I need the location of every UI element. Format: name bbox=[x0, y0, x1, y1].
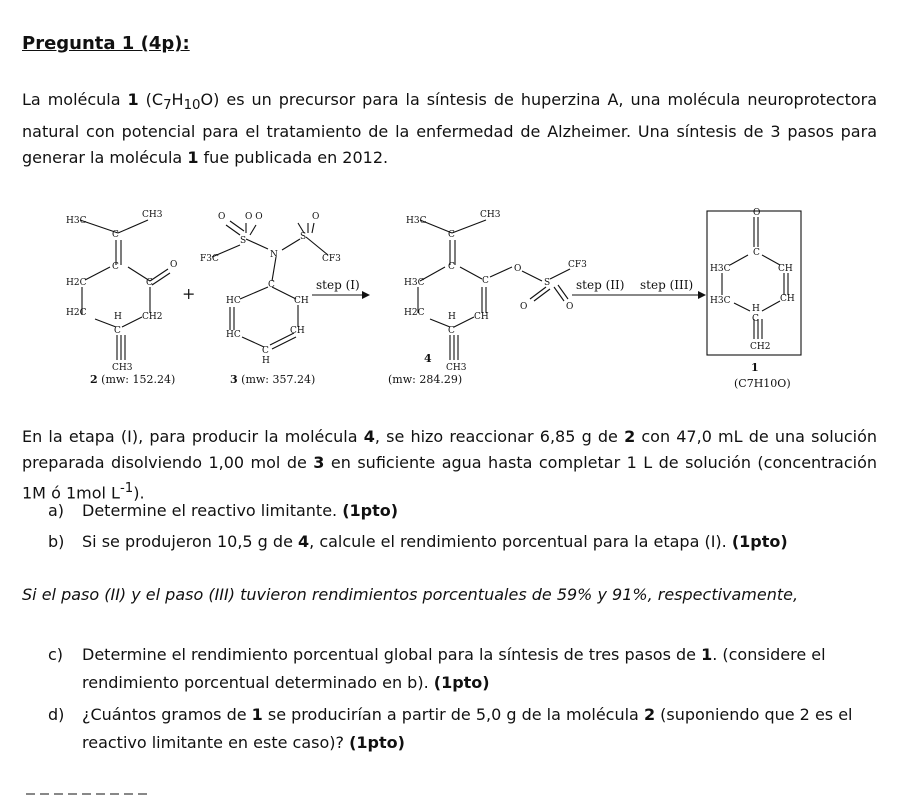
mol4-caption: (mw: 284.29) bbox=[388, 373, 463, 386]
svg-text:H: H bbox=[448, 312, 456, 322]
question-d: d) ¿Cuántos gramos de 1 se producirían a partir de 5,0 g de la molécula 2 (suponiendo que 2 es el reactivo limitante en este caso)? (1pto) bbox=[48, 705, 853, 752]
svg-text:H3C: H3C bbox=[710, 264, 731, 274]
svg-text:O: O bbox=[218, 212, 226, 222]
svg-text:CF3: CF3 bbox=[568, 260, 587, 270]
mol2-ch3: CH3 bbox=[142, 210, 163, 220]
svg-text:H2C: H2C bbox=[404, 308, 425, 318]
svg-text:CH: CH bbox=[780, 294, 795, 304]
svg-text:CH3: CH3 bbox=[446, 363, 467, 373]
svg-text:C: C bbox=[448, 326, 455, 336]
svg-text:H3C: H3C bbox=[404, 278, 425, 288]
svg-text:CH3: CH3 bbox=[112, 363, 133, 373]
intro-paragraph: La molécula 1 $(C_7H_{10}O)$ es un precursor para la síntesis de huperzina A, una molécula neuroprotectora natural con potencial para el tratamiento de la enfermedad de Alzheimer. Una síntesis de 3 pasos para generar la molécula 1 fue publicada en 2012. bbox=[22, 90, 878, 168]
reaction-scheme bbox=[50, 195, 830, 410]
problem-paragraph: En la etapa (I), para producir la molécula 4, se hizo reaccionar 6,85 g de 2 con 47,0 mL de una solución preparada disolviendo 1,00 mol de 3 en suficiente agua hasta completar 1 L de solución (concentración 1M ó 1mol $L^{-1}$). bbox=[22, 427, 878, 503]
svg-text:C: C bbox=[448, 230, 455, 240]
svg-text:S: S bbox=[300, 232, 307, 242]
svg-text:H: H bbox=[114, 312, 122, 322]
question-b: b) Si se produjeron 10,5 g de 4, calcule el rendimiento porcentual para la etapa (I). (1pto) bbox=[48, 532, 788, 551]
question-c: c) Determine el rendimiento porcentual global para la síntesis de tres pasos de 1. (considere el rendimiento porcentual determinado en b). (1pto) bbox=[48, 645, 826, 692]
step-1-label: step (I) bbox=[316, 278, 360, 292]
svg-text:HC: HC bbox=[226, 330, 241, 340]
italic-statement: Si el paso (II) y el paso (III) tuvieron rendimientos porcentuales de 59% y 91%, respectivamente, bbox=[22, 585, 799, 604]
svg-text:O: O bbox=[170, 260, 178, 270]
cut-off-text bbox=[26, 780, 166, 784]
svg-text:C: C bbox=[752, 314, 759, 324]
svg-text:CH: CH bbox=[778, 264, 793, 274]
mol4-number: 4 bbox=[424, 352, 432, 365]
svg-text:C: C bbox=[146, 278, 153, 288]
svg-text:CF3: CF3 bbox=[322, 254, 341, 264]
svg-text:F3C: F3C bbox=[200, 254, 219, 264]
svg-text:H3C: H3C bbox=[710, 296, 731, 306]
svg-text:CH: CH bbox=[290, 326, 305, 336]
svg-text:CH: CH bbox=[294, 296, 309, 306]
svg-text:N: N bbox=[270, 250, 278, 260]
step-2-label: step (II) bbox=[576, 278, 625, 292]
svg-text:O: O bbox=[566, 302, 574, 312]
svg-text:C: C bbox=[112, 262, 119, 272]
plus-sign: + bbox=[182, 284, 196, 303]
mol2-caption: 2 (mw: 152.24) bbox=[90, 373, 176, 386]
mol1-formula: (C7H10O) bbox=[734, 377, 791, 390]
svg-text:CH: CH bbox=[474, 312, 489, 322]
svg-text:H3C: H3C bbox=[406, 216, 427, 226]
step-3-label: step (III) bbox=[640, 278, 694, 292]
svg-text:CH3: CH3 bbox=[480, 210, 501, 220]
svg-text:O: O bbox=[520, 302, 528, 312]
svg-text:H: H bbox=[262, 356, 270, 366]
mol3-caption: 3 (mw: 357.24) bbox=[230, 373, 316, 386]
question-a: a) Determine el reactivo limitante. (1pto) bbox=[48, 501, 399, 520]
svg-text:C: C bbox=[112, 230, 119, 240]
mol2-h3c: H3C bbox=[66, 216, 87, 226]
svg-text:S: S bbox=[544, 278, 551, 288]
svg-text:O: O bbox=[312, 212, 320, 222]
svg-text:H2C: H2C bbox=[66, 278, 87, 288]
svg-text:C: C bbox=[753, 248, 760, 258]
svg-text:C: C bbox=[114, 326, 121, 336]
svg-text:C: C bbox=[482, 276, 489, 286]
svg-text:C: C bbox=[268, 280, 275, 290]
svg-text:O: O bbox=[514, 264, 522, 274]
mol1-number: 1 bbox=[751, 361, 759, 374]
svg-text:H: H bbox=[752, 304, 760, 314]
svg-text:C: C bbox=[448, 262, 455, 272]
svg-text:S: S bbox=[240, 236, 247, 246]
question-title: Pregunta 1 (4p): bbox=[22, 33, 190, 54]
svg-text:CH2: CH2 bbox=[142, 312, 163, 322]
svg-text:O: O bbox=[753, 208, 761, 218]
svg-text:C: C bbox=[262, 346, 269, 356]
svg-text:CH2: CH2 bbox=[750, 342, 771, 352]
svg-text:H2C: H2C bbox=[66, 308, 87, 318]
svg-text:HC: HC bbox=[226, 296, 241, 306]
svg-text:O O: O O bbox=[245, 212, 263, 222]
